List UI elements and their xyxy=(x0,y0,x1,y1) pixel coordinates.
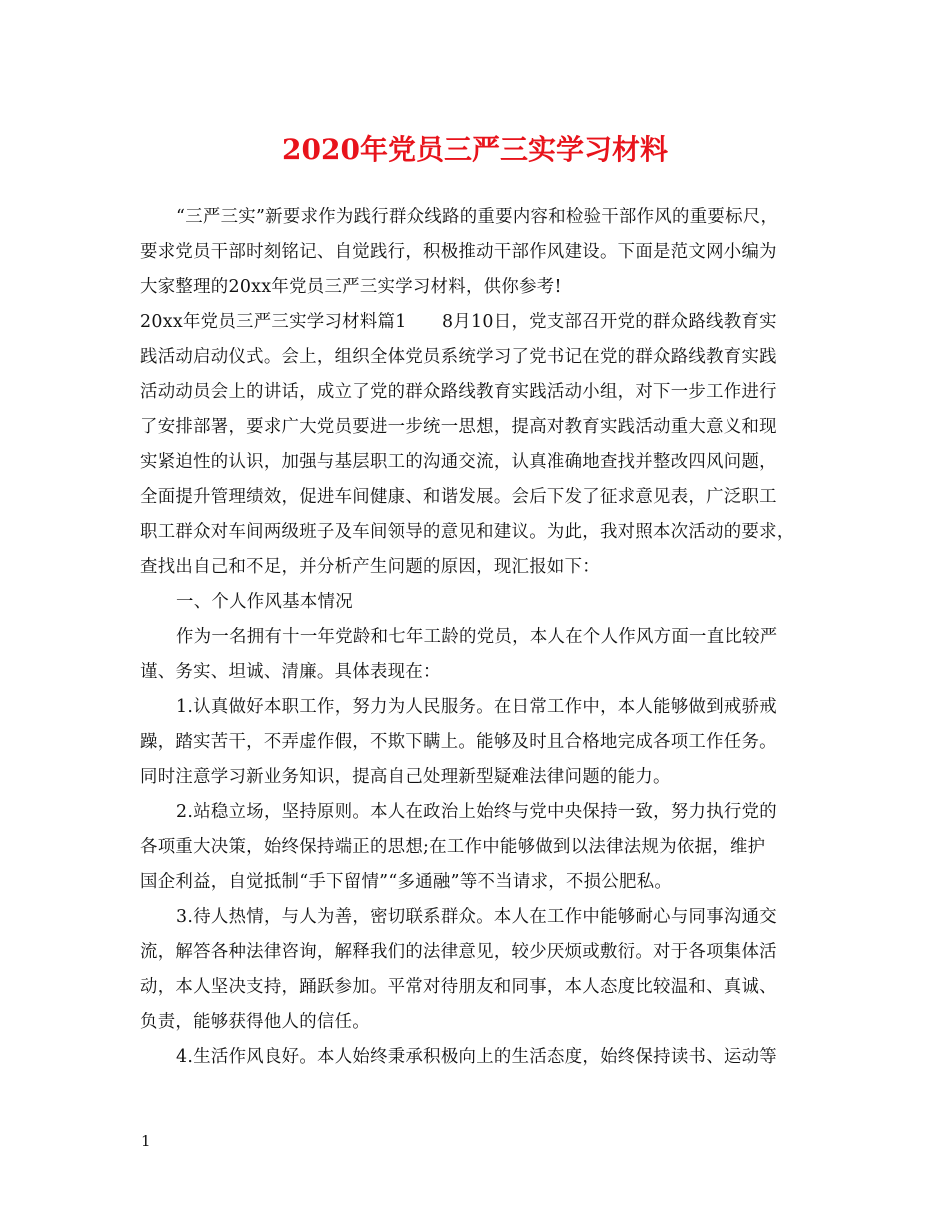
text-line: 职工群众对车间两级班子及车间领导的意见和建议。为此，我对照本次活动的要求， xyxy=(140,522,795,542)
text-line: 各项重大决策，始终保持端正的思想;在工作中能够做到以法律法规为依据，维护 xyxy=(140,837,766,857)
document-title: 2020年党员三严三实学习材料 xyxy=(282,133,668,166)
text-line: 践活动启动仪式。会上，组织全体党员系统学习了党书记在党的群众路线教育实践 xyxy=(140,347,777,367)
text-line: 20xx年党员三严三实学习材料篇1 8月10日，党支部召开党的群众路线教育实 xyxy=(140,312,777,332)
text-line: 动，本人坚决支持，踊跃参加。平常对待朋友和同事，本人态度比较温和、真诚、 xyxy=(140,977,777,997)
text-line: 同时注意学习新业务知识，提高自己处理新型疑难法律问题的能力。 xyxy=(140,767,671,787)
text-line: 4.生活作风良好。本人始终秉承积极向上的生活态度，始终保持读书、运动等 xyxy=(176,1047,777,1067)
text-line: 活动动员会上的讲话，成立了党的群众路线教育实践活动小组，对下一步工作进行 xyxy=(140,382,777,402)
text-line: 流，解答各种法律咨询，解释我们的法律意见，较少厌烦或敷衍。对于各项集体活 xyxy=(140,942,777,962)
text-line: 1.认真做好本职工作，努力为人民服务。在日常工作中，本人能够做到戒骄戒 xyxy=(176,697,777,717)
text-line: 实紧迫性的认识，加强与基层职工的沟通交流，认真准确地查找并整改四风问题， xyxy=(140,452,777,472)
text-line: 躁，踏实苦干，不弄虚作假，不欺下瞒上。能够及时且合格地完成各项工作任务。 xyxy=(140,732,777,752)
text-line: 国企利益，自觉抵制“手下留情”“多通融”等不当请求，不损公肥私。 xyxy=(140,872,673,892)
section-heading: 一、个人作风基本情况 xyxy=(176,592,353,612)
text-line: 了安排部署，要求广大党员要进一步统一思想，提高对教育实践活动重大意义和现 xyxy=(140,417,777,437)
text-line: 要求党员干部时刻铭记、自觉践行，积极推动干部作风建设。下面是范文网小编为 xyxy=(140,242,777,262)
text-line: 2.站稳立场，坚持原则。本人在政治上始终与党中央保持一致，努力执行党的 xyxy=(176,802,777,822)
text-line: 大家整理的20xx年党员三严三实学习材料，供你参考! xyxy=(140,277,562,297)
text-line: 谨、务实、坦诚、清廉。具体表现在： xyxy=(140,662,441,682)
document-body xyxy=(140,200,830,1075)
text-line: 3.待人热情，与人为善，密切联系群众。本人在工作中能够耐心与同事沟通交 xyxy=(176,907,777,927)
text-line: 作为一名拥有十一年党龄和七年工龄的党员，本人在个人作风方面一直比较严 xyxy=(176,627,778,647)
text-line: “三严三实”新要求作为践行群众线路的重要内容和检验干部作风的重要标尺， xyxy=(176,207,779,227)
text-line: 查找出自己和不足，并分析产生问题的原因，现汇报如下： xyxy=(140,557,600,577)
text-line: 负责，能够获得他人的信任。 xyxy=(140,1012,370,1032)
text-line: 全面提升管理绩效，促进车间健康、和谐发展。会后下发了征求意见表，广泛职工 xyxy=(140,487,777,507)
page-number: 1 xyxy=(141,1132,151,1150)
